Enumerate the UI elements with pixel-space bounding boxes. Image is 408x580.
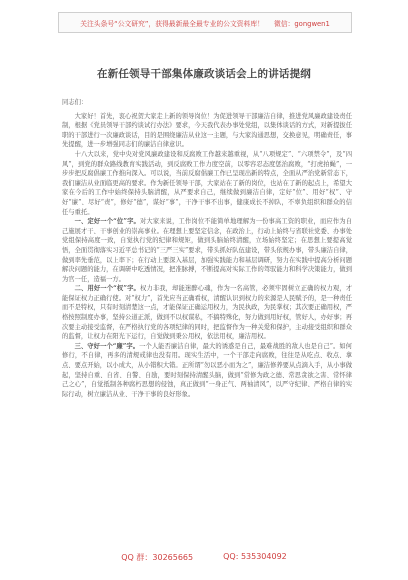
banner-text: 关注头条号“公文研究”，获得最新最全最专业的公文资料库！ bbox=[80, 19, 264, 28]
qq-group: QQ 群：30265665 bbox=[121, 553, 194, 562]
section-3-heading: 三、守好一个“廉”字。 bbox=[74, 342, 140, 350]
section-3-text: 一个人能否廉洁自律，最大的诱惑是自己，最难战胜的敌人也是自己”。如何修行，不自律，再多的清规戒律也没有用。现实生活中，一个干部走向腐败，往往是从吃点、收点、拿点、要点开始，以小成大，从小错积大错。正所谓“勿以恶小而为之”，廉洁修养要从点滴入手，从小事做起，坚持自重、自省、自警、自励，要时刻保持清醒头脑，做到“常修为政之德、常思贪欲之害、常怀律己之心”，自觉抵制各种腐朽思想的侵蚀，真正做到“一身正气、两袖清风”，以严守纪律、严格自律的实际行动，树立廉洁从业、干净干事的良好形象。 bbox=[62, 342, 352, 398]
section-3 bbox=[62, 342, 352, 400]
section-1-text: 对大家来说，工作岗位不能简单地理解为一份事高工资的职业，而应作为自己施展才干、干事创业的崇高事业。在理想上要坚定信念，在政治上，行动上始终与省联社党委、办事处党组保持高度一致，自觉执行党的纪律和规矩，做到头脑始终清醒，立场始终坚定；在思想上要提高觉悟，全面贯彻落实习近平总书记的“三严三实”要求，带头抓好队伍建设，带头依规办事，带头廉洁自律，做到率先垂范，以上率下；在行动上要深入基层，加强实践能力和基层调研，努力在实践中提高分析问题解决问题的能力，在调研中吃透情况，把准脉搏，不断提高对实际工作的驾驭能力和科学决策能力，做到为官一任，造福一方。 bbox=[62, 218, 352, 283]
greeting: 同志们： bbox=[62, 99, 88, 106]
section-1 bbox=[62, 217, 352, 284]
section-2 bbox=[62, 284, 352, 342]
section-2-text: 权力非我，却能迷醉心魂，作为一名高管，必须牢固树立正确的权力观，才能保证权力正确行使。对“权力”，首先应当正确看权，清醒认识到权力的来源是人民赋予的，是一种责任而不是特权，只有时刻清楚这一点，才能保证正确运用权力，为民执政，为民掌权；其次要正确用权，严格按照制度办事，坚持公道正派，做到不以权谋私，不搞特殊化，努力做到用好权，管好人，办好事；再次要主动接受监督，在严格执行党的各项纪律的同时，把监督作为一种关爱和保护，主动接受组织和群众的监督，让权力在阳光下运行，自觉做到秉公用权，依法用权，廉洁用权。 bbox=[62, 285, 352, 341]
document-body bbox=[62, 98, 352, 399]
contact-footer bbox=[0, 552, 408, 563]
intro-paragraph-2: 十八大以来，党中央对党风廉政建设和反腐败工作越来越重视，从“八项规定”、“六项禁令”，及“四风”，到党的群众路线教育实践活动，到反腐败工作力度空前，以零容忍态度惩治腐败，“打虎拍蝇”，一步步把反腐倡廉工作推向深入。可以说，当前反腐倡廉工作已呈现出新的特点，全面从严治党新常态下，我们廉洁从业面临更高的要求。作为新任领导干部，大家站在了新的岗位，也站在了新的起点上，希望大家在今后的工作中始终保持头脑清醒，从严要求自己，继续做到廉洁自律，定好“位”、用好“权”、守好“廉”、尽好“责”，修好“德”，谋好“事”，干净干事不出事，健康成长不掉队，不辜负组织和群众的信任与重托。 bbox=[62, 150, 352, 216]
intro-paragraph-1: 大家好！首先，衷心祝贺大家走上新的领导岗位！为促进领导干部廉洁自律，推进党风廉政建设责任制，根据《党员领导干部约谈试行办法》要求，今天我代表办事处党组，以集体谈话的方式，对新提拔任职的干部进行一次廉政谈话，目的是围绕廉洁从业这一主题，与大家沟通思想，交换意见，明确责任，事先提醒，进一步增强同志们的廉洁自律意识。 bbox=[62, 112, 352, 149]
document-title: 在新任领导干部集体廉政谈话会上的讲话提纲 bbox=[97, 68, 311, 80]
section-2-heading: 二、用好一个“权”字。 bbox=[74, 285, 140, 293]
qq-number: QQ: 535304092 bbox=[223, 552, 287, 561]
section-1-heading: 一、定好一个“位”字。 bbox=[74, 218, 140, 226]
wechat-id: 微信：gongwen1 bbox=[273, 19, 330, 28]
promo-banner bbox=[58, 12, 352, 33]
